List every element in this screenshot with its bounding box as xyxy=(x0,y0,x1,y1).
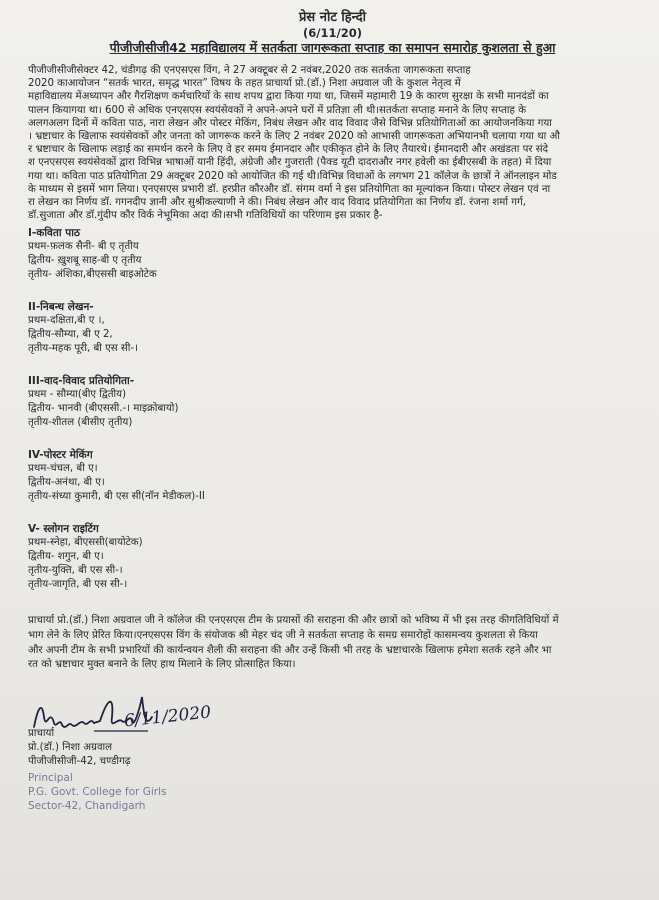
body-paragraph xyxy=(28,64,637,222)
closing-line: और अपनी टीम के सभी प्रभारियों की कार्यन्वयन शैली की सराहना की और उन्हें किसी भी तरह के भ्रष्टाचारके खिलाफ हमेशा सतर्क रहने और भा xyxy=(28,644,552,656)
body-line: 2020 काआयोजन “सतर्क भारत, समृद्ध भारत” विषय के तहत प्राचार्या प्रो.(डॉ.) निशा अग्रवाल जी के कुशल नेतृत्व में xyxy=(28,78,461,90)
closing-line: प्राचार्या प्रो.(डॉ.) निशा अग्रवाल जी ने कॉलेज की एनएसएस टीम के प्रयासों की सराहना की और छात्रों को भविष्य में भी इस तरह कीगतिविधियों में xyxy=(28,615,559,627)
document-date: (6/11/20) xyxy=(303,26,362,40)
result-entry: प्रथम-फ़लक सैनी- बी ए तृतीय xyxy=(28,241,139,253)
document-title: प्रेस नोट हिन्दी xyxy=(299,10,366,25)
body-line: रा लेखन का निर्णय डॉ. गगनदीप ज्ञानी और सुश्रीकल्याणी ने की। निबंध लेखन और वाद विवाद प्रतियोगिता का निर्णय डॉ. रंजना शर्मा गर्ग, xyxy=(28,197,526,209)
body-line: श एनएसएस स्वयंसेवकों द्वारा विभिन्न भाषाओं यानी हिंदी, अंग्रेजी और गुजराती (पैक्ड यूटी दादराऔर नगर हवेली का ईबीएसबी के तहत) में दिया xyxy=(28,157,552,169)
body-line: डॉ.सुजाता और डॉ.गुंदीप कौर विर्क नेभूमिका अदा की।सभी गतिविधियों का परिणाम इस प्रकार है- xyxy=(28,210,383,222)
signature-block xyxy=(28,687,637,857)
result-entry: द्वितीय-सौम्या, बी ए 2, xyxy=(28,329,113,341)
result-entry: तृतीय-शीतल (बीसीए तृतीय) xyxy=(28,417,133,429)
body-line: र भ्रष्टाचार के खिलाफ लड़ाई का समर्थन करने के लिए वे हर समय ईमानदार और एकीकृत होने के लिए तैयारथे। ईमानदारी और अखंडता पर संदे xyxy=(28,144,549,156)
stamp-line: Sector-42, Chandigarh xyxy=(28,799,146,812)
result-entry: तृतीय-संध्या कुमारी, बी एस सी(नॉन मेडीकल)-II xyxy=(28,491,205,503)
section-title: I-कविता पाठ xyxy=(28,227,81,240)
results-section-debate xyxy=(28,374,637,430)
result-entry: द्वितीय- भानवी (बीएससी.-। माइक्रोबायो) xyxy=(28,403,179,415)
section-title: III-वाद-विवाद प्रतियोगिता- xyxy=(28,375,135,388)
result-entry: प्रथम-स्नेहा, बीएससी(बायोटेक) xyxy=(28,537,143,549)
section-title: IV-पोस्टर मेकिंग xyxy=(28,449,93,462)
result-entry: प्रथम - सौम्या(बीए द्वितीय) xyxy=(28,389,127,401)
result-entry: द्वितीय- ख़ुशबू साह-बी ए तृतीय xyxy=(28,255,142,267)
section-title: V- स्लोगन राइटिंग xyxy=(28,523,99,536)
results-section-poster xyxy=(28,448,637,504)
closing-paragraph xyxy=(28,614,637,672)
stamp-line: P.G. Govt. College for Girls xyxy=(28,785,167,798)
document-headline: पीजीजीसीजी42 महाविद्यालय में सतर्कता जागरूकता सप्ताह का समापन समारोह कुशलता से हुआ xyxy=(109,40,556,55)
body-line: पालन कियागया था। 600 से अधिक एनएसएस स्वयंसेवकों ने अपने-अपने घरों में प्रतिज्ञा ली थी।सतर्कता सप्ताह मनाने के लिए सप्ताह के xyxy=(28,104,527,116)
result-entry: प्रथम-दक्षिता,बी ए ।, xyxy=(28,315,105,327)
result-entry: द्वितीय-अनंथा, बी ए। xyxy=(28,477,105,489)
result-entry: प्रथम-चंचल, बी ए। xyxy=(28,463,98,475)
signatory-details xyxy=(28,727,131,769)
results-section-poetry xyxy=(28,226,637,282)
result-entry: द्वितीय- शगुन, बी ए। xyxy=(28,551,104,563)
signature-date: 6/11/2020 xyxy=(123,702,212,732)
press-note-header xyxy=(28,10,637,56)
result-entry: तृतीय-महक पूरी, बी एस सी-। xyxy=(28,343,138,355)
signatory-org: पीजीजीसीजी-42, चण्डीगढ़ xyxy=(28,755,131,767)
signatory-name: प्रो.(डॉ.) निशा अग्रवाल xyxy=(28,741,113,753)
closing-line: भाग लेने के लिए प्रेरित किया।एनएसएस विंग के संयोजक श्री मेहर चंद जी ने सतर्कता सप्ताह के समग्र समारोहों कासमन्वय कुशलता से किया xyxy=(28,630,538,642)
body-line: अलगअलग दिनों में कविता पाठ, नारा लेखन और पोस्टर मेकिंग, निबंध लेखन और वाद विवाद जैसे विभिन्न प्रतियोगिताओं का आयोजनकिया गया xyxy=(28,117,552,129)
result-entry: तृतीय-जागृति, बी एस सी-। xyxy=(28,579,128,591)
result-entry: तृतीय-युक्ति, बी एस सी-। xyxy=(28,565,123,577)
results-section-essay xyxy=(28,300,637,356)
closing-line: रत को भ्रष्टाचार मुक्त बनाने के लिए हाथ मिलाने के लिए प्रोत्साहित किया। xyxy=(28,659,296,671)
section-title: II-निबन्ध लेखन- xyxy=(28,301,94,314)
result-entry: तृतीय- अंशिका,बीएससी बाइओटेक xyxy=(28,269,157,281)
body-line: । भ्रष्टाचार के खिलाफ स्वयंसेवकों और जनता को जागरूक करने के लिए 2 नवंबर 2020 को आभासी जागरूकता अभियानभी चलाया गया था औ xyxy=(28,131,560,143)
body-line: पीजीजीसीजीसेक्टर 42, चंडीगढ़ की एनएसएस विंग, ने 27 अक्टूबर से 2 नवंबर,2020 तक सतर्कता जागरूकता सप्ताह xyxy=(28,65,471,76)
body-line: गया था। कविता पाठ प्रतियोगिता 29 अक्टूबर 2020 को आयोजित की गई थी।विभिन्न विधाओं के लगभग 21 कॉलेज के छात्रों ने ऑनलाइन मोड xyxy=(28,170,557,182)
stamp-line: Principal xyxy=(28,771,73,784)
signatory-role: प्राचार्या xyxy=(28,727,55,739)
body-line: के माध्यम से इसमें भाग लिया। एनएसएस प्रभारी डॉ. हरप्रीत कौरऔर डॉ. संगम वर्मा ने इस प्रतियोगिता का मूल्यांकन किया। पोस्टर लेखन एवं ना xyxy=(28,183,551,195)
principal-stamp xyxy=(28,771,166,813)
body-line: महाविद्यालय मेंअध्यापन और गैरशिक्षण कर्मचारियों के साथ शपथ द्वारा किया गया था, जिसमें महामारी 19 के कारण सुरक्षा के सभी मानदंडों का xyxy=(28,91,549,103)
results-section-slogan xyxy=(28,522,637,592)
